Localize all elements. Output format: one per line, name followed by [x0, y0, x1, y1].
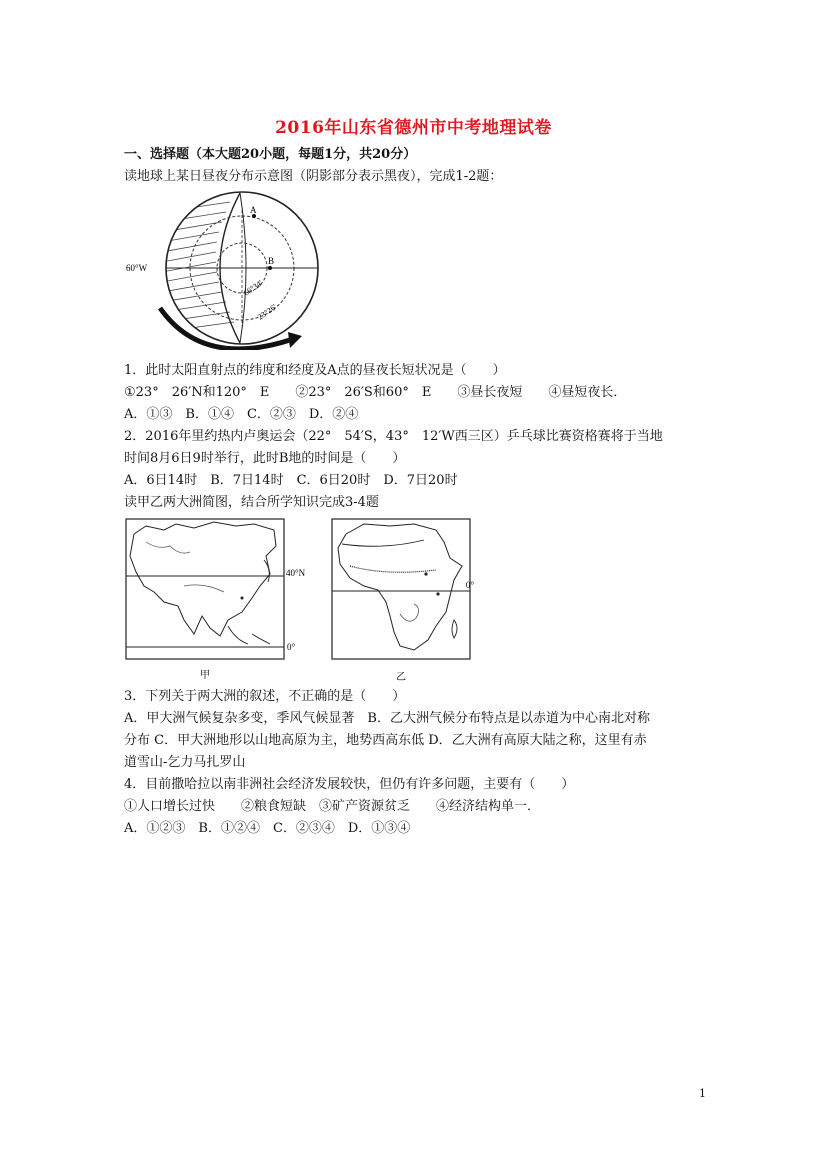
label-b: B — [268, 256, 275, 266]
section-heading: 一、选择题（本大题20小题，每题1分，共20分） — [124, 147, 417, 162]
map-jia — [126, 519, 284, 659]
q3-line3: 道雪山-乞力马扎罗山 — [124, 755, 246, 770]
q1-answers: A．①③ B．①④ C．②③ D．②④ — [124, 407, 359, 422]
q3-line1: A．甲大洲气候复杂多变，季风气候显著 B．乙大洲气候分布特点是以赤道为中心南北对称 — [124, 711, 650, 726]
q4-options: ①人口增长过快 ②粮食短缺 ③矿产资源贫乏 ④经济结构单一． — [124, 799, 541, 814]
day-night-globe-figure — [122, 190, 322, 350]
map-yi — [332, 519, 470, 659]
page-title: 2016年山东省德州市中考地理试卷 — [275, 118, 552, 138]
q1-options: ①23° 26′N和120° E ②23° 26′S和60° E ③昼长夜短 ④昼短夜长． — [124, 385, 627, 400]
intro-text-1: 读地球上某日昼夜分布示意图（阴影部分表示黑夜），完成1-2题： — [124, 169, 503, 184]
q2-stem-line2: 时间8月6日9时举行，此时B地的时间是（ ） — [124, 451, 406, 466]
label-0-left: 0° — [287, 642, 296, 652]
q4-answers: A．①②③ B．①②④ C．②③④ D．①③④ — [124, 821, 411, 836]
caption-yi: 乙 — [396, 672, 406, 683]
caption-jia: 甲 — [200, 670, 210, 681]
label-40n: 40°N — [286, 568, 306, 578]
label-60w: 60°W — [126, 263, 148, 273]
q3-stem: 3．下列关于两大洲的叙述，不正确的是（ ） — [124, 689, 406, 704]
label-a: A — [250, 205, 257, 215]
intro-text-2: 读甲乙两大洲简图，结合所学知识完成3-4题 — [124, 495, 379, 510]
q2-answers: A．6日14时 B．7日14时 C．6日20时 D．7日20时 — [124, 473, 458, 488]
point-b — [268, 266, 272, 270]
q1-stem: 1．此时太阳直射点的纬度和经度及A点的昼夜长短状况是（ ） — [124, 363, 506, 378]
continents-figure — [124, 516, 474, 688]
q3-line2: 分布 C．甲大洲地形以山地高原为主，地势西高东低 D．乙大洲有高原大陆之称，这里有赤 — [124, 733, 647, 748]
label-0-right: 0° — [465, 580, 474, 590]
q2-stem-line1: 2．2016年里约热内卢奥运会（22° 54′S，43° 12′W西三区）乒乓球比赛资格赛将于当地 — [124, 429, 663, 444]
page-number: 1 — [699, 1087, 706, 1100]
q4-stem: 4．目前撒哈拉以南非洲社会经济发展较快，但仍有许多问题，主要有（ ） — [124, 777, 575, 792]
label-23-26: 23°26′ — [255, 302, 279, 322]
label-66-34: 66°34′ — [241, 278, 265, 298]
